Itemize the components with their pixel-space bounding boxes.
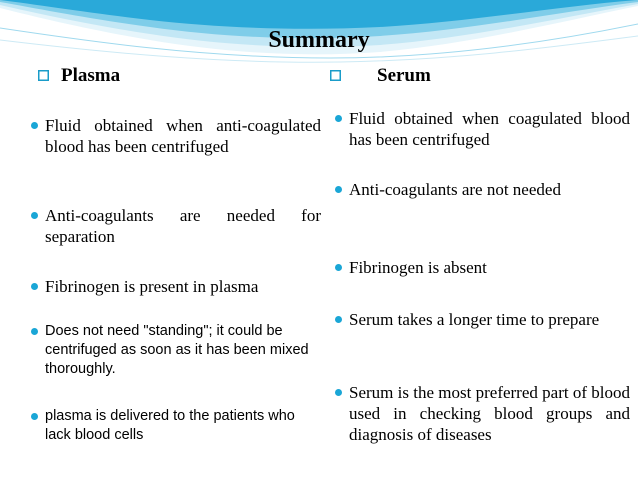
- plasma-item-2: [31, 205, 321, 247]
- plasma-item-1-text: Fluid obtained when anti-coagulated blood has been centrifuged: [45, 116, 321, 156]
- serum-item-4: [335, 309, 630, 330]
- plasma-item-4: [31, 322, 321, 379]
- dot-icon: [335, 316, 342, 323]
- dot-icon: [31, 122, 38, 129]
- dot-icon: [31, 413, 38, 420]
- dot-icon: [335, 264, 342, 271]
- serum-item-5-text: Serum is the most preferred part of blood used in checking blood groups and diagnosis of diseases: [349, 383, 630, 444]
- serum-heading: [330, 64, 431, 88]
- dot-icon: [335, 186, 342, 193]
- serum-item-2-text: Anti-coagulants are not needed: [349, 180, 561, 199]
- serum-item-1: [335, 108, 630, 150]
- checkbox-icon: [330, 70, 341, 81]
- serum-item-3-text: Fibrinogen is absent: [349, 258, 487, 277]
- dot-icon: [335, 115, 342, 122]
- serum-item-2: [335, 179, 630, 200]
- plasma-item-1: [31, 115, 321, 157]
- plasma-item-3-text: Fibrinogen is present in plasma: [45, 277, 259, 296]
- checkbox-icon: [38, 70, 49, 81]
- plasma-item-4-text: Does not need "standing"; it could be centrifuged as soon as it has been mixed thoroughly.: [45, 323, 309, 377]
- plasma-item-5-text: plasma is delivered to the patients who lack blood cells: [45, 408, 295, 443]
- plasma-item-2-text: Anti-coagulants are needed for separation: [45, 206, 321, 246]
- serum-item-4-text: Serum takes a longer time to prepare: [349, 310, 600, 329]
- slide-title: Summary: [268, 27, 370, 53]
- dot-icon: [31, 212, 38, 219]
- plasma-heading-label: Plasma: [61, 65, 121, 86]
- dot-icon: [335, 389, 342, 396]
- dot-icon: [31, 283, 38, 290]
- serum-item-5: [335, 382, 630, 445]
- dot-icon: [31, 328, 38, 335]
- plasma-item-5: [31, 407, 321, 445]
- serum-heading-label: Serum: [377, 65, 431, 86]
- plasma-heading: [38, 64, 120, 88]
- plasma-item-3: [31, 276, 321, 297]
- serum-item-1-text: Fluid obtained when coagulated blood has been centrifuged: [349, 109, 630, 149]
- serum-item-3: [335, 257, 630, 278]
